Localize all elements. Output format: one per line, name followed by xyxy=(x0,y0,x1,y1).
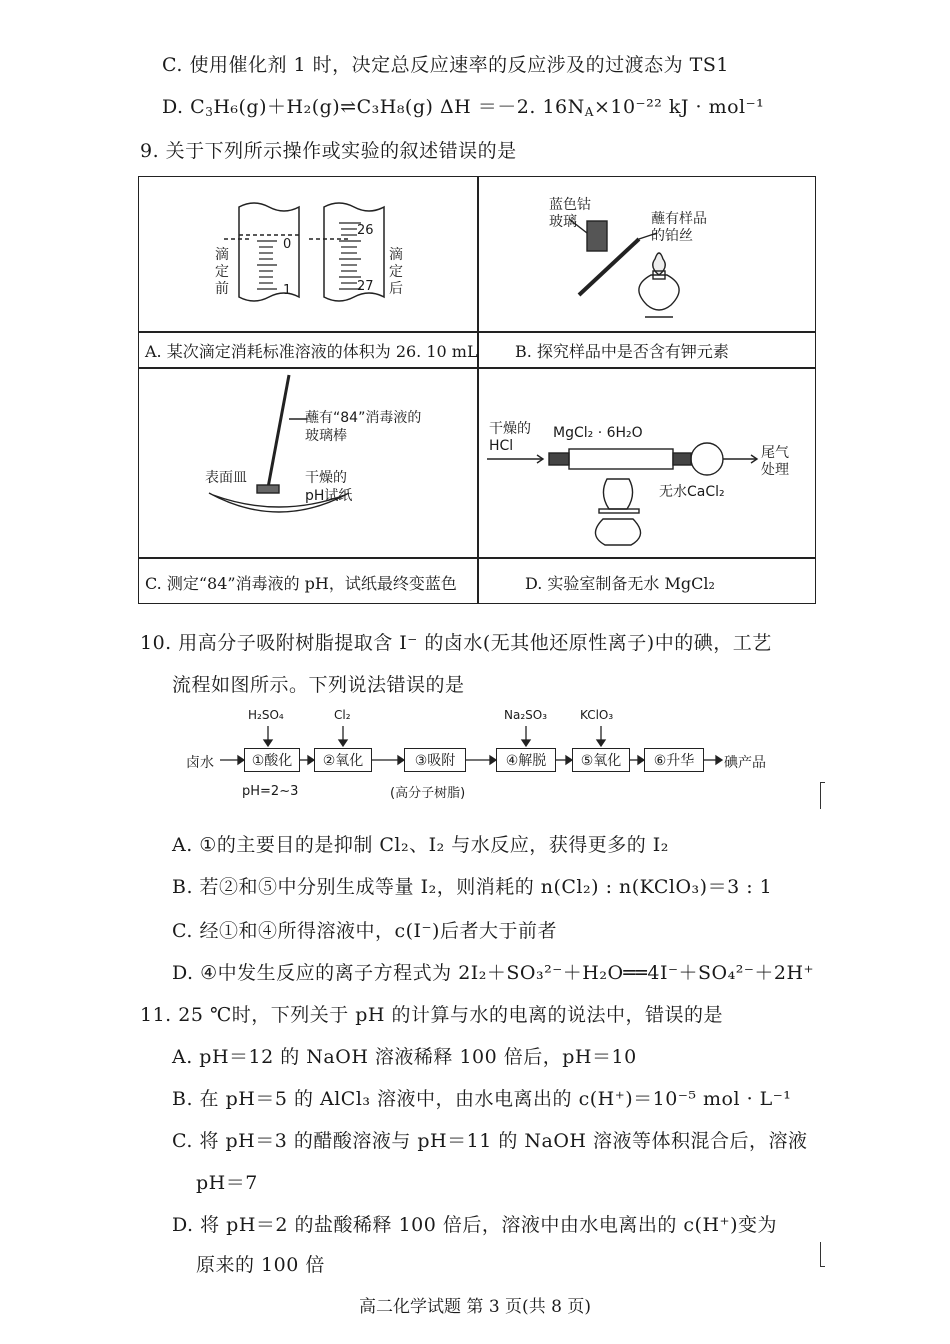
tick-1: 1 xyxy=(283,283,292,298)
before-titration-label: 滴定前 xyxy=(215,247,229,297)
watch-glass-label: 表面皿 xyxy=(205,470,247,486)
tick-27: 27 xyxy=(357,279,374,294)
flow-step-acidify: ①酸化 xyxy=(244,748,300,772)
q11-stem: 11. 25 ℃时，下列关于 pH 的计算与水的电离的说法中，错误的是 xyxy=(140,1004,724,1026)
reagent-na2so3: Na₂SO₃ xyxy=(504,708,548,722)
flow-step-adsorb: ③吸附 xyxy=(404,748,466,772)
flow-resin-note: (高分子树脂) xyxy=(390,786,466,801)
reagent-cl2: Cl₂ xyxy=(334,708,351,722)
mgcl2-hydrate-label: MgCl₂ · 6H₂O xyxy=(553,425,643,441)
platinum-wire-label: 蘸有样品的铂丝 xyxy=(651,211,707,244)
q11-option-d-line2: 原来的 100 倍 xyxy=(196,1254,325,1276)
flame-test-figure xyxy=(479,177,817,331)
reagent-h2so4: H₂SO₄ xyxy=(248,708,284,722)
flow-step-oxidize-2: ⑤氧化 xyxy=(572,748,630,772)
q11-option-c-line2: pH＝7 xyxy=(196,1172,258,1194)
q10-option-c: C. 经①和④所得溶液中，c(I⁻)后者大于前者 xyxy=(172,920,557,942)
ph-paper-label: 干燥的pH试纸 xyxy=(305,470,353,504)
dry-hcl-label: 干燥的HCl xyxy=(489,421,531,454)
margin-bracket-bottom xyxy=(820,1242,825,1267)
q9-option-d: D. 实验室制备无水 MgCl₂ xyxy=(525,574,715,593)
q10-stem-line1: 10. 用高分子吸附树脂提取含 I⁻ 的卤水(无其他还原性离子)中的碘，工艺 xyxy=(140,632,772,654)
q9-option-b: B. 探究样品中是否含有钾元素 xyxy=(515,342,729,361)
q9-stem: 9. 关于下列所示操作或实验的叙述错误的是 xyxy=(140,140,517,162)
tick-26: 26 xyxy=(357,223,374,238)
cacl2-label: 无水CaCl₂ xyxy=(659,484,725,500)
q9-option-a: A. 某次滴定消耗标准溶液的体积为 26. 10 mL xyxy=(145,342,478,361)
q8-option-d: D. $C_3H_6(g)+H_2(g)\rightleftharpoons C_3H_8(g)$ ΔH ＝－2. $16N_A\times 10^{-22}$ kJ · mol⁻¹ xyxy=(162,96,765,119)
cobalt-glass-label: 蓝色钴玻璃 xyxy=(549,197,591,230)
q11-option-d-line1: D. 将 pH＝2 的盐酸稀释 100 倍后，溶液中由水电离出的 c(H⁺)变为 xyxy=(172,1214,777,1236)
q8-option-c: C. 使用催化剂 1 时，决定总反应速率的反应涉及的过渡态为 TS1 xyxy=(162,54,729,76)
flow-step-sublimate: ⑥升华 xyxy=(644,748,704,772)
margin-bracket-top xyxy=(820,782,825,809)
reagent-kclo3: KClO₃ xyxy=(580,708,614,722)
flow-ph-note: pH=2~3 xyxy=(242,784,299,799)
q11-option-a: A. pH＝12 的 NaOH 溶液稀释 100 倍后，pH＝10 xyxy=(172,1046,637,1068)
glass-rod-label: 蘸有“84”消毒液的玻璃棒 xyxy=(305,410,422,444)
q10-option-d: D. ④中发生反应的离子方程式为 2I₂＋SO₃²⁻＋H₂O══4I⁻＋SO₄²⁻＋2H⁺ xyxy=(172,962,815,984)
tail-gas-label: 尾气处理 xyxy=(761,445,789,478)
q9-option-c: C. 测定“84”消毒液的 pH，试纸最终变蓝色 xyxy=(145,574,457,593)
tick-0: 0 xyxy=(283,237,292,252)
ph-test-figure xyxy=(139,369,477,557)
q11-option-b: B. 在 pH＝5 的 AlCl₃ 溶液中，由水电离出的 c(H⁺)＝10⁻⁵ mol · L⁻¹ xyxy=(172,1088,792,1110)
after-titration-label: 滴定后 xyxy=(389,247,403,297)
flow-end-iodine: 碘产品 xyxy=(724,755,766,771)
q11-option-c-line1: C. 将 pH＝3 的醋酸溶液与 pH＝11 的 NaOH 溶液等体积混合后，溶液 xyxy=(172,1130,808,1152)
page-footer: 高二化学试题 第 3 页(共 8 页) xyxy=(359,1297,591,1317)
q9-figure-table xyxy=(138,176,816,604)
q10-option-b: B. 若②和⑤中分别生成等量 I₂，则消耗的 n(Cl₂) : n(KClO₃)＝3 : 1 xyxy=(172,876,773,898)
flow-step-oxidize-1: ②氧化 xyxy=(314,748,372,772)
flow-step-desorb: ④解脱 xyxy=(496,748,556,772)
flow-start-brine: 卤水 xyxy=(186,755,214,771)
burette-figure xyxy=(139,177,477,331)
q10-option-a: A. ①的主要目的是抑制 Cl₂、I₂ 与水反应，获得更多的 I₂ xyxy=(172,834,669,856)
q10-stem-line2: 流程如图所示。下列说法错误的是 xyxy=(172,674,465,696)
